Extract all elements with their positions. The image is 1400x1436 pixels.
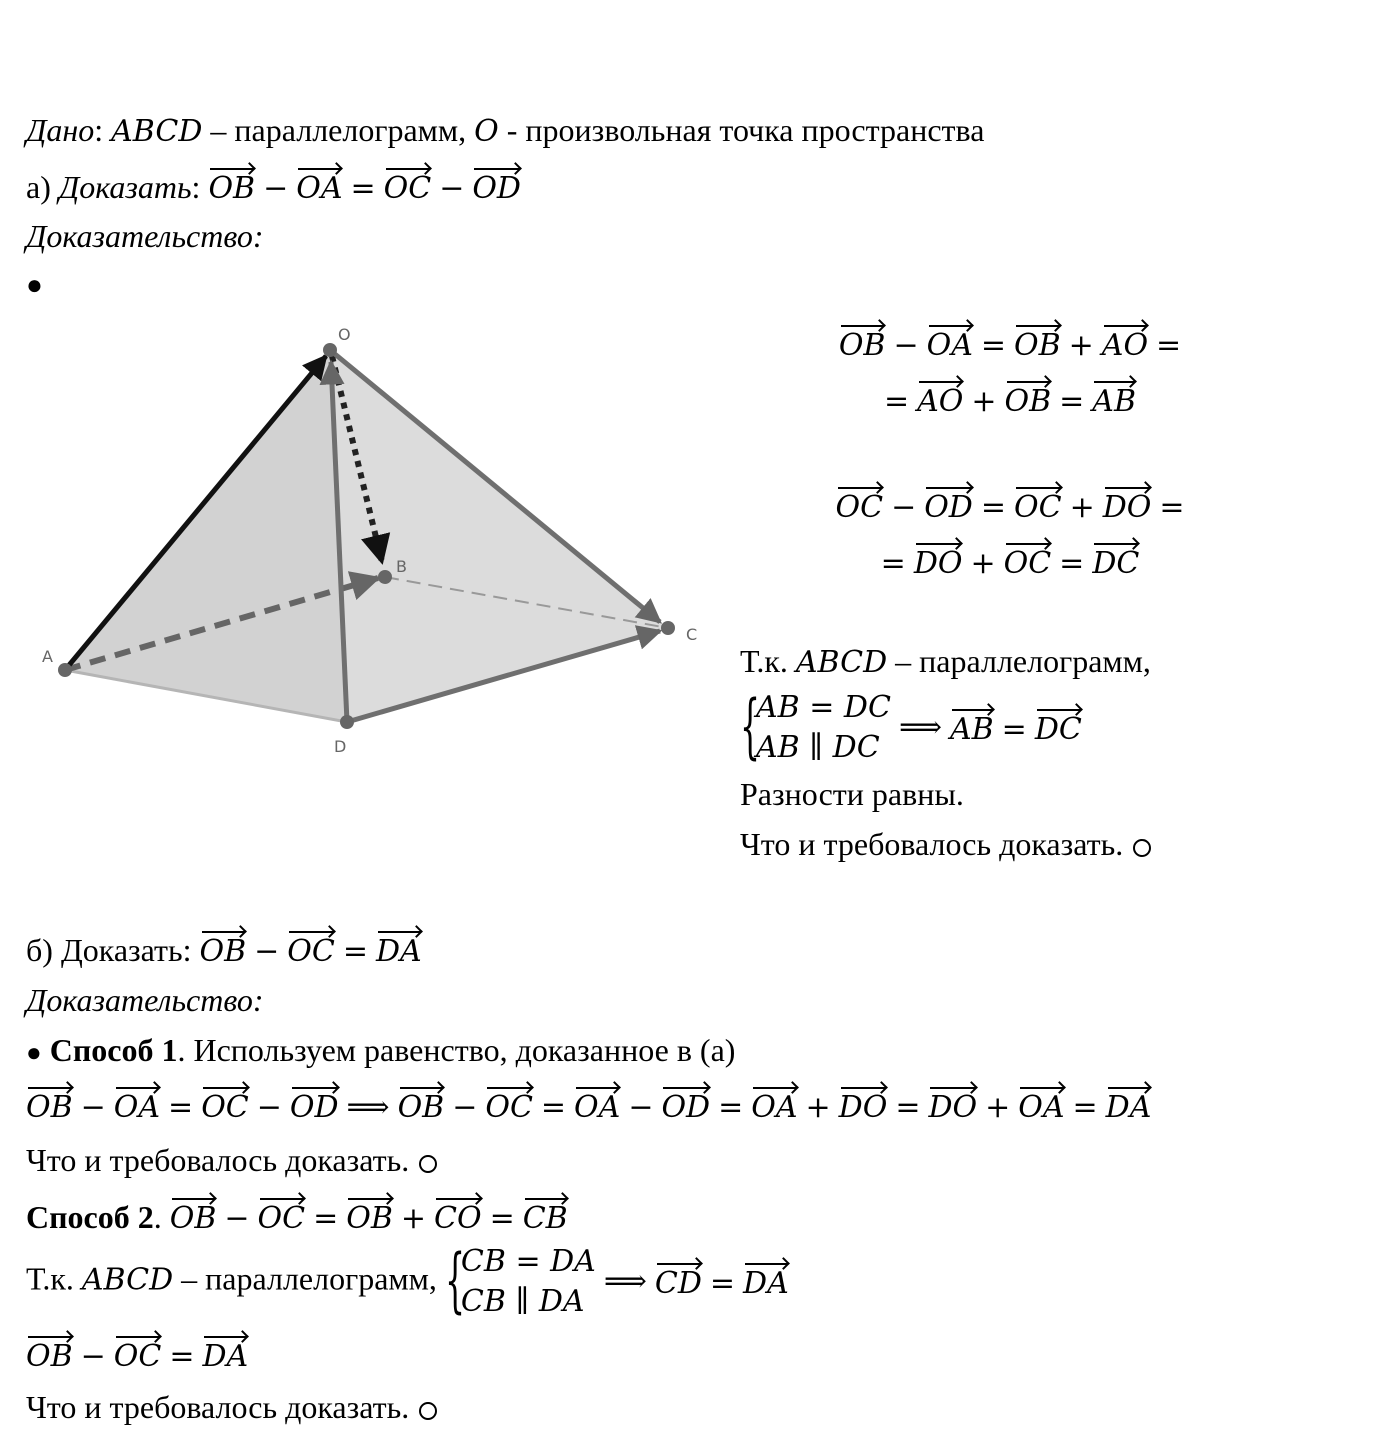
system-a: { AB = DC AB ∥ DC ⟹ AB = DC: [740, 685, 1082, 767]
qed-text: Что и требовалось доказать.: [26, 1142, 410, 1178]
vector: DA: [743, 1260, 789, 1304]
method1-title: Способ 1: [49, 1032, 178, 1068]
system-row-2: AB ∥ DC: [756, 730, 880, 765]
vector: AO: [1102, 322, 1148, 366]
given-label: Дано: [26, 112, 95, 148]
vector: OA: [751, 1084, 797, 1128]
system-row-1: CB = DA: [460, 1244, 596, 1279]
part-a-claim: а) Доказать: OB − OA = OC − OD: [26, 165, 521, 209]
vector: CB: [523, 1195, 568, 1239]
vector: OB: [200, 928, 247, 972]
since-b-line: Т.к. ABCD – параллелограмм, { CB = DA CB ∥ DA ⟹ CD = DA: [26, 1239, 789, 1321]
qed-circle-icon: [1133, 839, 1151, 857]
qed-b2: [26, 1387, 437, 1427]
calc1-line1: OB − OA = OB + AO =: [830, 322, 1190, 366]
vector: OB: [26, 1084, 73, 1128]
method1-text: . Используем равенство, доказанное в (а): [177, 1032, 736, 1068]
vector: DO: [839, 1084, 888, 1128]
calc2-line2: = DO + OC = DC: [830, 540, 1190, 584]
method1-heading: [26, 1030, 735, 1073]
since-text: – параллелограмм,: [887, 643, 1151, 679]
differences-equal: Разности равны.: [740, 776, 964, 812]
vertex-a: [58, 663, 72, 677]
vector: OC: [485, 1084, 533, 1128]
part-b-prefix: б) Доказать:: [26, 932, 200, 968]
given-figure: ABCD: [111, 114, 203, 149]
vertex-o: [323, 343, 337, 357]
vector: OD: [472, 165, 521, 209]
vector: AO: [917, 378, 963, 422]
vector: DC: [1092, 540, 1139, 584]
since-figure: ABCD: [795, 645, 888, 680]
calc2-line1: OC − OD = OC + DO =: [830, 484, 1190, 528]
proof-label-text: Доказательство: [26, 982, 253, 1018]
face-oad: [65, 350, 347, 722]
vector: OA: [114, 1084, 160, 1128]
vector: DO: [914, 540, 963, 584]
brace-icon: {: [444, 1239, 465, 1321]
qed-text: Что и требовалось доказать.: [26, 1389, 410, 1425]
vector: OC: [384, 165, 432, 209]
vector: DA: [202, 1333, 248, 1377]
since-prefix: Т.к.: [740, 643, 796, 679]
vector: CO: [434, 1195, 482, 1239]
system-row-2: CB ∥ DA: [460, 1284, 585, 1319]
given-text: – параллелограмм,: [202, 112, 475, 148]
since-figure: ABCD: [81, 1262, 174, 1298]
vector: OC: [114, 1333, 162, 1377]
vector: DO: [928, 1084, 977, 1128]
method2-line: Способ 2. OB − OC = OB + CO = CB: [26, 1195, 568, 1239]
given-line: Дано: ABCD – параллелограмм, O - произвольная точка пространства: [26, 112, 985, 149]
vector: OD: [924, 484, 973, 528]
vector: OB: [26, 1333, 73, 1377]
method2-title: Способ 2: [26, 1199, 154, 1235]
vector: DO: [1103, 484, 1152, 528]
since-text: – параллелограмм,: [173, 1260, 445, 1297]
label-o: O: [338, 325, 351, 344]
brace-icon: {: [740, 685, 761, 767]
vector: OC: [1004, 540, 1052, 584]
final-equality: OB − OC = DA: [26, 1333, 248, 1377]
prove-label: Доказать: [58, 169, 192, 205]
vector: DA: [1106, 1084, 1152, 1128]
vector: OA: [296, 165, 342, 209]
system-brace-block: [740, 685, 891, 768]
vector: OB: [170, 1195, 217, 1239]
vector: OD: [290, 1084, 339, 1128]
qed-text: Что и требовалось доказать.: [740, 826, 1124, 862]
qed-circle-icon: [419, 1155, 437, 1173]
system-row-1: AB = DC: [756, 690, 891, 725]
vertex-c: [661, 621, 675, 635]
vector: OC: [201, 1084, 249, 1128]
vector: OA: [574, 1084, 620, 1128]
vertex-d: [340, 715, 354, 729]
part-a-prefix: а): [26, 169, 51, 205]
label-a: A: [42, 647, 53, 666]
vector: DC: [1035, 706, 1082, 750]
vector: OD: [661, 1084, 710, 1128]
face-odc: [330, 350, 668, 722]
vector: OB: [208, 165, 255, 209]
label-d: D: [334, 737, 347, 756]
given-text-2: - произвольная точка пространства: [498, 112, 985, 148]
vector: OB: [1014, 322, 1061, 366]
vector: OC: [836, 484, 884, 528]
proof-label-a: Доказательство:: [26, 218, 264, 254]
vector: OA: [927, 322, 973, 366]
vector: OA: [1018, 1084, 1064, 1128]
proof-label-b: Доказательство:: [26, 982, 264, 1018]
vector: OB: [346, 1195, 393, 1239]
vector: AB: [1092, 378, 1136, 422]
vertex-b: [378, 570, 392, 584]
pyramid-figure: [30, 320, 720, 760]
given-point: O: [474, 114, 499, 149]
bullet: ●: [26, 270, 43, 301]
vector: OC: [287, 928, 335, 972]
qed-circle-icon: [419, 1402, 437, 1420]
label-b: B: [396, 557, 407, 576]
bullet-icon: ●: [26, 1038, 42, 1067]
qed-a: [740, 824, 1151, 864]
qed-b1: [26, 1140, 437, 1180]
vector: CD: [655, 1260, 702, 1304]
calc1-line2: = AO + OB = AB: [830, 378, 1190, 422]
vector: OB: [1005, 378, 1052, 422]
vector: OC: [1014, 484, 1062, 528]
since-a-line: [740, 641, 1151, 683]
system-brace-block: [444, 1239, 596, 1322]
vector: OB: [398, 1084, 445, 1128]
proof-label-text: Доказательство: [26, 218, 253, 254]
vector: AB: [950, 706, 994, 750]
method1-chain: OB − OA = OC − OD ⟹ OB − OC = OA − OD = OA + DO = DO + OA = DA: [26, 1084, 1151, 1128]
since-prefix: Т.к.: [26, 1260, 82, 1297]
vector: DA: [376, 928, 422, 972]
part-b-claim: б) Доказать: OB − OC = DA: [26, 928, 422, 972]
vector: OC: [258, 1195, 306, 1239]
label-c: C: [686, 625, 698, 644]
vector: OB: [839, 322, 886, 366]
